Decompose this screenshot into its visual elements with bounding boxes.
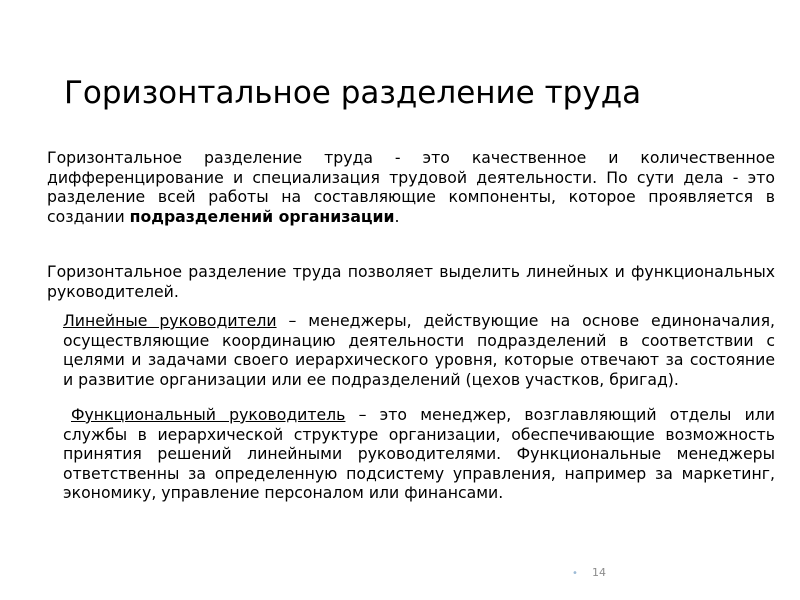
paragraph-definition bbox=[47, 148, 775, 226]
paragraph-managers-intro bbox=[47, 262, 775, 301]
paragraph-functional-manager bbox=[47, 405, 775, 503]
footer-bullet: • bbox=[572, 568, 578, 579]
definition-bold-term: подразделений организации bbox=[129, 206, 395, 226]
definition-text: Горизонтальное разделение труда - это качественное и количественное дифференцирование и специализация трудовой деятельности. По сути дела - это разделение всей работы на составляющие компоненты, которое проявляется в создании bbox=[47, 148, 775, 226]
functional-manager-term: Функциональный руководитель bbox=[71, 405, 346, 424]
slide-title: Горизонтальное разделение труда bbox=[64, 75, 642, 111]
line-managers-text: – менеджеры, действующие на основе единоначалия, осуществляющие координацию деятельности подразделений в соответствии с целями и задачами своего иерархического уровня, которые отвечают за состояние и развитие организации или ее подразделений (цехов участков, бригад). bbox=[63, 311, 775, 389]
functional-manager-text: – это менеджер, возглавляющий отделы или службы в иерархической структуре организации, обеспечивающие возможность принятия решений линейными руководителями. Функциональные менеджеры ответственны за определенную подсистему управления, например за маркетинг, экономику, управление персоналом или финансами. bbox=[63, 405, 775, 502]
line-managers-term: Линейные руководители bbox=[63, 311, 277, 330]
slide-body bbox=[47, 148, 775, 503]
definition-tail: . bbox=[394, 206, 400, 226]
paragraph-line-managers bbox=[47, 311, 775, 389]
managers-intro-text: Горизонтальное разделение труда позволяет выделить линейных и функциональных руководителей. bbox=[47, 262, 775, 301]
page-number: 14 bbox=[592, 566, 606, 579]
